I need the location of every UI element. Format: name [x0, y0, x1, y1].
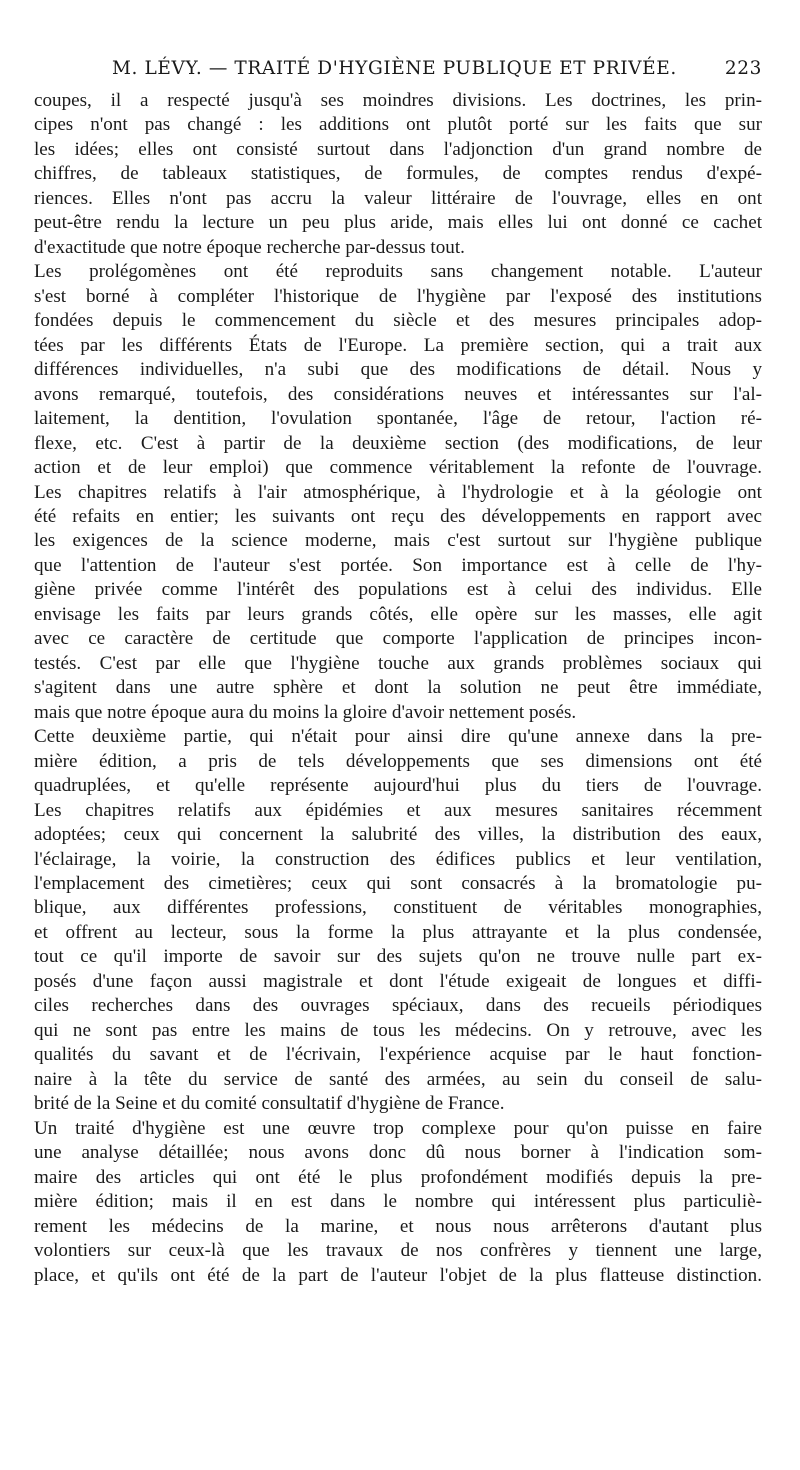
- text-line: et offrent au lecteur, sous la forme la plus attrayante et la plus condensée,: [34, 921, 762, 943]
- text-line: posés d'une façon aussi magistrale et dont l'étude exigeait de longues et diffi-: [34, 970, 762, 992]
- text-line: action et de leur emploi) que commence véritablement la refonte de l'ouvrage.: [34, 457, 762, 479]
- text-line: que l'attention de l'auteur s'est portée. Son importance est à celle de l'hy-: [34, 554, 762, 576]
- text-line: Les prolégomènes ont été reproduits sans changement notable. L'auteur: [34, 261, 762, 283]
- text-line: quadruplées, et qu'elle représente aujourd'hui plus du tiers de l'ouvrage.: [34, 775, 762, 797]
- text-line: Cette deuxième partie, qui n'était pour ainsi dire qu'une annexe dans la pre-: [34, 726, 762, 748]
- text-line: coupes, il a respecté jusqu'à ses moindres divisions. Les doctrines, les prin-: [34, 90, 762, 111]
- text-line: une analyse détaillée; nous avons donc dû nous borner à l'indication som-: [34, 1142, 762, 1164]
- text-line: Les chapitres relatifs à l'air atmosphérique, à l'hydrologie et à la géologie ont: [34, 481, 762, 503]
- text-line: fondées depuis le commencement du siècle et des mesures principales adop-: [34, 310, 762, 332]
- text-line: les idées; elles ont consisté surtout dans l'adjonction d'un grand nombre de: [34, 138, 762, 160]
- running-head-title: M. LÉVY. — TRAITÉ D'HYGIÈNE PUBLIQUE ET PRIVÉE.: [112, 58, 677, 79]
- text-line: chiffres, de tableaux statistiques, de formules, de comptes rendus d'expé-: [34, 163, 762, 185]
- text-line: tout ce qu'il importe de savoir sur des sujets qu'on ne trouve nulle part ex-: [34, 946, 762, 968]
- text-line: rement les médecins de la marine, et nous nous arrêterons d'autant plus: [34, 1215, 762, 1237]
- text-line: mais que notre époque aura du moins la gloire d'avoir nettement posés.: [34, 701, 577, 723]
- text-line: Un traité d'hygiène est une œuvre trop complexe pour qu'on puisse en faire: [34, 1117, 762, 1139]
- text-line: mière édition; mais il en est dans le nombre qui intéressent plus particuliè-: [34, 1191, 762, 1213]
- text-line: maire des articles qui ont été le plus profondément modifiés depuis la pre-: [34, 1166, 762, 1188]
- text-line: s'agitent dans une autre sphère et dont la solution ne peut être immédiate,: [34, 677, 762, 699]
- book-page: [34, 58, 762, 1288]
- text-line: avons remarqué, toutefois, des considérations neuves et intéressantes sur l'al-: [34, 383, 762, 405]
- text-line: giène privée comme l'intérêt des populations est à celui des individus. Elle: [34, 579, 762, 601]
- text-line: qualités du savant et de l'écrivain, l'expérience acquise par le haut fonction-: [34, 1044, 762, 1066]
- text-line: place, et qu'ils ont été de la part de l'auteur l'objet de la plus flatteuse distinction.: [34, 1264, 762, 1286]
- text-line: envisage les faits par leurs grands côtés, elle opère sur les masses, elle agit: [34, 603, 762, 625]
- page-number: 223: [724, 58, 762, 79]
- body-text: [34, 89, 762, 1288]
- text-line: brité de la Seine et du comité consultatif d'hygiène de France.: [34, 1093, 505, 1115]
- text-line: d'exactitude que notre époque recherche par-dessus tout.: [34, 236, 465, 258]
- text-line: s'est borné à compléter l'historique de l'hygiène par l'exposé des institutions: [34, 285, 762, 307]
- text-line: testés. C'est par elle que l'hygiène touche aux grands problèmes sociaux qui: [34, 652, 762, 674]
- running-head: [34, 58, 762, 88]
- text-line: tées par les différents États de l'Europe. La première section, qui a trait aux: [34, 334, 762, 356]
- text-line: peut-être rendu la lecture un peu plus aride, mais elles lui ont donné ce cachet: [34, 212, 762, 234]
- text-line: été refaits en entier; les suivants ont reçu des développements en rapport avec: [34, 505, 762, 527]
- text-line: adoptées; ceux qui concernent la salubrité des villes, la distribution des eaux,: [34, 824, 762, 846]
- text-line: Les chapitres relatifs aux épidémies et aux mesures sanitaires récemment: [34, 799, 762, 821]
- text-line: cipes n'ont pas changé : les additions ont plutôt porté sur les faits que sur: [34, 114, 762, 136]
- text-line: l'éclairage, la voirie, la construction des édifices publics et leur ventilation,: [34, 848, 762, 870]
- text-line: blique, aux différentes professions, constituent de véritables monographies,: [34, 897, 762, 919]
- text-line: flexe, etc. C'est à partir de la deuxième section (des modifications, de leur: [34, 432, 762, 454]
- text-line: mière édition, a pris de tels développements que ses dimensions ont été: [34, 750, 762, 772]
- text-line: laitement, la dentition, l'ovulation spontanée, l'âge de retour, l'action ré-: [34, 408, 762, 430]
- text-line: avec ce caractère de certitude que comporte l'application de principes incon-: [34, 628, 762, 650]
- text-line: naire à la tête du service de santé des armées, au sein du conseil de salu-: [34, 1068, 762, 1090]
- text-line: riences. Elles n'ont pas accru la valeur littéraire de l'ouvrage, elles en ont: [34, 187, 762, 209]
- text-line: différences individuelles, n'a subi que des modifications de détail. Nous y: [34, 359, 762, 381]
- text-line: l'emplacement des cimetières; ceux qui sont consacrés à la bromatologie pu-: [34, 873, 762, 894]
- text-line: qui ne sont pas entre les mains de tous les médecins. On y retrouve, avec les: [34, 1019, 762, 1041]
- text-line: ciles recherches dans des ouvrages spéciaux, dans des recueils périodiques: [34, 995, 762, 1017]
- text-line: volontiers sur ceux-là que les travaux de nos confrères y tiennent une large,: [34, 1240, 762, 1262]
- text-line: les exigences de la science moderne, mais c'est surtout sur l'hygiène publique: [34, 530, 762, 552]
